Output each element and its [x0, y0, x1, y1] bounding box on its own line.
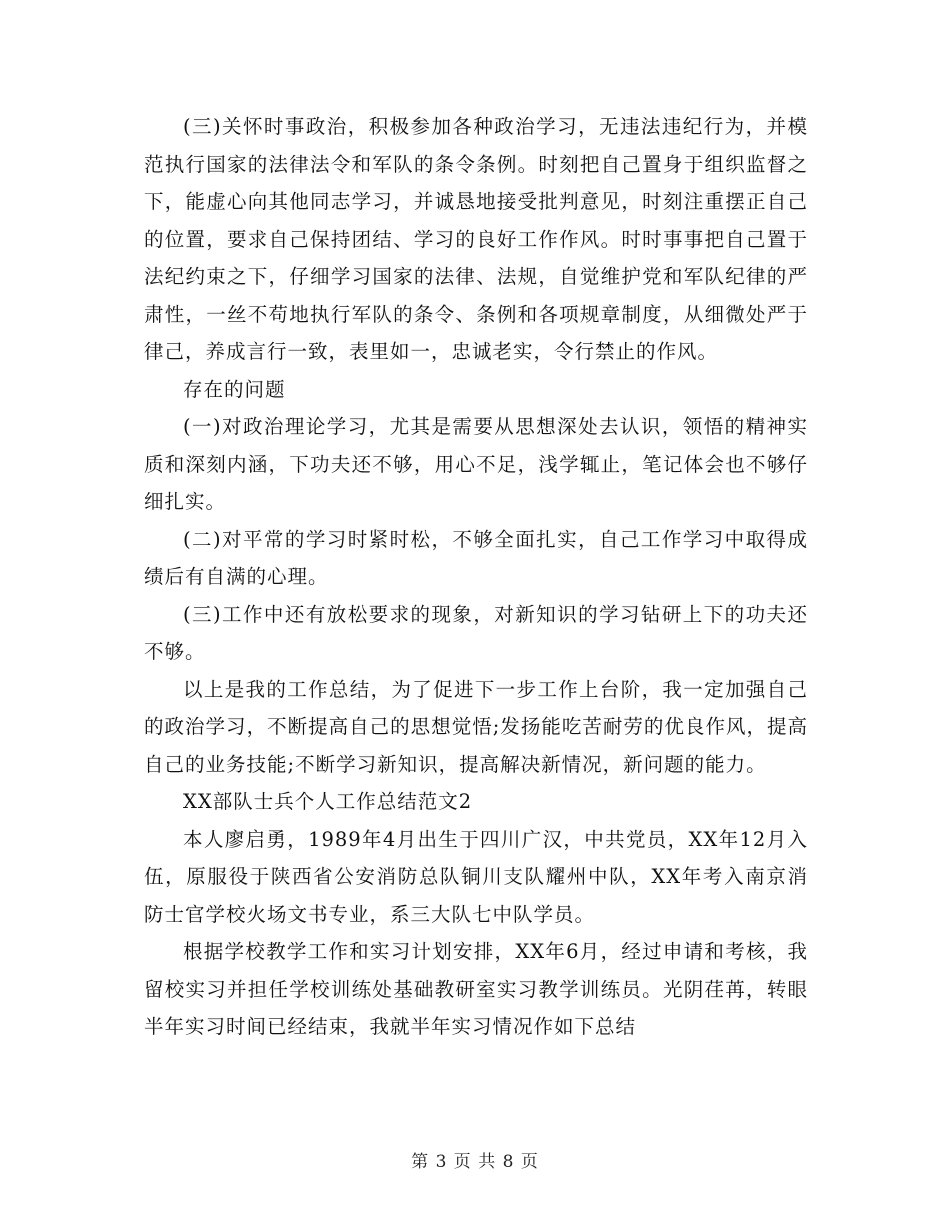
- page-number-footer: 第 3 页 共 8 页: [411, 1152, 539, 1172]
- section-heading-sample-2: XX部队士兵个人工作总结范文2: [183, 790, 473, 813]
- paragraph-personal-intro: 本人廖启勇，1989年4月出生于四川广汉，中共党员，XX年12月入伍，原服役于陕西省公安消防总队铜川支队耀州中队，XX年考入南京消防士官学校火场文书专业，系三大队七中队学员。: [144, 827, 808, 926]
- document-body: [144, 108, 808, 1046]
- paragraph-problem-1: (一)对政治理论学习，尤其是需要从思想深处去认识，领悟的精神实质和深刻内涵，下功夫还不够，用心不足，浅学辄止，笔记体会也不够仔细扎实。: [144, 415, 808, 513]
- paragraph-conclusion: 以上是我的工作总结，为了促进下一步工作上台阶，我一定加强自己的政治学习，不断提高自己的思想觉悟;发扬能吃苦耐劳的优良作风，提高自己的业务技能;不断学习新知识，提高解决新情况，新问题的能力。: [144, 677, 808, 776]
- section-heading-problems: 存在的问题: [183, 377, 286, 401]
- paragraph-problem-3: (三)工作中还有放松要求的现象，对新知识的学习钻研上下的功夫还不够。: [144, 602, 808, 663]
- paragraph-internship: 根据学校教学工作和实习计划安排，XX年6月，经过申请和考核，我留校实习并担任学校训练处基础教研室实习教学训练员。光阴荏苒，转眼半年实习时间已经结束，我就半年实习情况作如下总结: [144, 940, 808, 1038]
- paragraph-problem-2: (二)对平常的学习时紧时松，不够全面扎实，自己工作学习中取得成绩后有自满的心理。: [144, 527, 808, 588]
- paragraph-political-attitude: (三)关怀时事政治，积极参加各种政治学习，无违法违纪行为，并模范执行国家的法律法令和军队的条令条例。时刻把自己置身于组织监督之下，能虚心向其他同志学习，并诚恳地接受批判意见，时刻注重摆正自己的位置，要求自己保持团结、学习的良好工作作风。时时事事把自己置于法纪约束之下，仔细学习国家的法律、法规，自觉维护党和军队纪律的严肃性，一丝不苟地执行军队的条令、条例和各项规章制度，从细微处严于律己，养成言行一致，表里如一，忠诚老实，令行禁止的作风。: [144, 115, 808, 363]
